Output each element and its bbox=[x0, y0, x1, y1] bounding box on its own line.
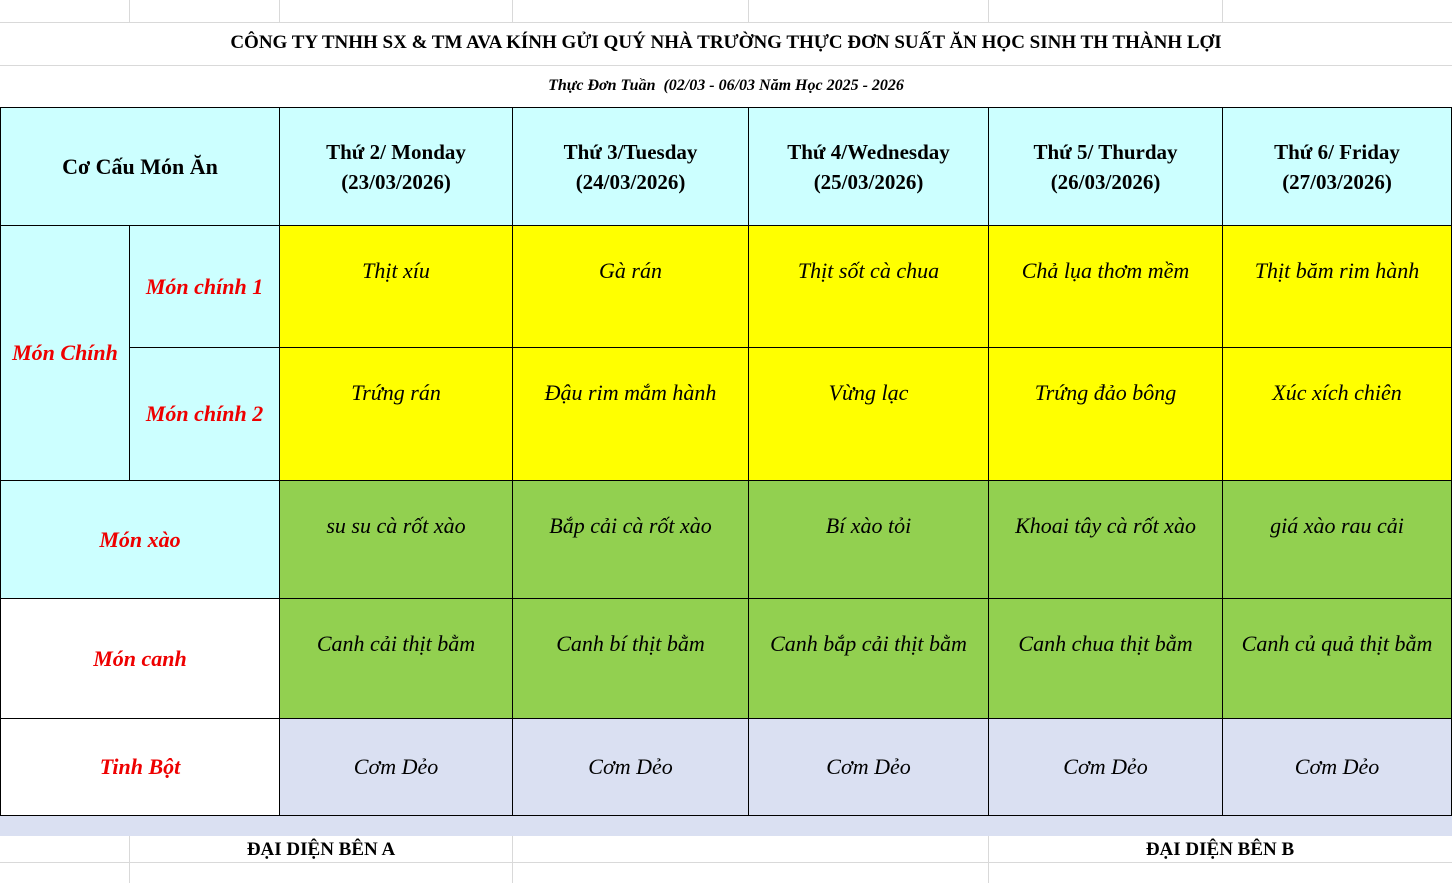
day-name: Thứ 5/ Thurday bbox=[1033, 139, 1178, 164]
gridline bbox=[1222, 0, 1223, 22]
dish-cell: Canh bí thịt bằm bbox=[513, 599, 749, 719]
day-date: (26/03/2026) bbox=[1050, 169, 1161, 194]
dish-cell: Thịt băm rim hành bbox=[1223, 226, 1452, 348]
day-header-tuesday bbox=[513, 108, 749, 226]
day-name: Thứ 2/ Monday bbox=[326, 139, 466, 164]
menu-table bbox=[0, 107, 1452, 816]
corner-label: Cơ Cấu Món Ăn bbox=[1, 108, 280, 226]
dish-cell: Bắp cải cà rốt xào bbox=[513, 481, 749, 599]
table-row-main1 bbox=[1, 226, 1452, 348]
dish-cell: giá xào rau cải bbox=[1223, 481, 1452, 599]
dish-cell: Vừng lạc bbox=[749, 348, 989, 481]
dish-cell: Khoai tây cà rốt xào bbox=[989, 481, 1223, 599]
dish-cell: Thịt xíu bbox=[280, 226, 513, 348]
dish-cell: su su cà rốt xào bbox=[280, 481, 513, 599]
table-row-stirfry bbox=[1, 481, 1452, 599]
table-row-starch bbox=[1, 719, 1452, 816]
dish-cell: Cơm Dẻo bbox=[1223, 719, 1452, 816]
document-title: CÔNG TY TNHH SX & TM AVA KÍNH GỬI QUÝ NHÀ TRƯỜNG THỰC ĐƠN SUẤT ĂN HỌC SINH TH THÀNH LỢI bbox=[230, 32, 1222, 53]
gridline bbox=[0, 65, 1452, 66]
dish-cell: Trứng đảo bông bbox=[989, 348, 1223, 481]
header-row bbox=[1, 108, 1452, 226]
day-date: (25/03/2026) bbox=[813, 169, 924, 194]
day-name: Thứ 4/Wednesday bbox=[787, 139, 950, 164]
day-date: (27/03/2026) bbox=[1282, 169, 1392, 194]
day-name: Thứ 3/Tuesday bbox=[563, 139, 698, 164]
dish-cell: Canh củ quả thịt bằm bbox=[1223, 599, 1452, 719]
row-label-main2: Món chính 2 bbox=[130, 348, 280, 481]
gridline bbox=[279, 0, 280, 22]
day-date: (23/03/2026) bbox=[341, 169, 451, 194]
day-header-friday bbox=[1223, 108, 1452, 226]
day-header-monday bbox=[280, 108, 513, 226]
gridline bbox=[748, 0, 749, 22]
dish-cell: Cơm Dẻo bbox=[513, 719, 749, 816]
dish-cell: Trứng rán bbox=[280, 348, 513, 481]
dish-cell: Canh bắp cải thịt bằm bbox=[749, 599, 989, 719]
dish-cell: Bí xào tỏi bbox=[749, 481, 989, 599]
gridline bbox=[988, 0, 989, 22]
table-row-soup bbox=[1, 599, 1452, 719]
signature-party-b: ĐẠI DIỆN BÊN B bbox=[1145, 839, 1295, 860]
dish-cell: Cơm Dẻo bbox=[280, 719, 513, 816]
day-header-wednesday bbox=[749, 108, 989, 226]
table-row-main2 bbox=[1, 348, 1452, 481]
signature-party-a: ĐẠI DIỆN BÊN A bbox=[246, 839, 396, 860]
dish-cell: Cơm Dẻo bbox=[989, 719, 1223, 816]
day-name: Thứ 6/ Friday bbox=[1274, 139, 1400, 164]
dish-cell: Gà rán bbox=[513, 226, 749, 348]
group-label-main: Món Chính bbox=[1, 226, 130, 481]
gridline bbox=[512, 836, 513, 883]
gridline bbox=[129, 0, 130, 22]
dish-cell: Thịt sốt cà chua bbox=[749, 226, 989, 348]
week-subtitle: Thực Đơn Tuần (02/03 - 06/03 Năm Học 2025 - 2026 bbox=[548, 77, 904, 94]
row-label-main1: Món chính 1 bbox=[130, 226, 280, 348]
row-label-starch: Tinh Bột bbox=[1, 719, 280, 816]
day-date: (24/03/2026) bbox=[575, 169, 686, 194]
row-label-soup: Món canh bbox=[1, 599, 280, 719]
gridline bbox=[512, 0, 513, 22]
row-label-stirfry: Món xào bbox=[1, 481, 280, 599]
dish-cell: Canh cải thịt bằm bbox=[280, 599, 513, 719]
day-header-thursday bbox=[989, 108, 1223, 226]
dish-cell: Cơm Dẻo bbox=[749, 719, 989, 816]
dish-cell: Xúc xích chiên bbox=[1223, 348, 1452, 481]
dish-cell: Chả lụa thơm mềm bbox=[989, 226, 1223, 348]
separator-band bbox=[0, 816, 1452, 836]
dish-cell: Canh chua thịt bằm bbox=[989, 599, 1223, 719]
dish-cell: Đậu rim mắm hành bbox=[513, 348, 749, 481]
